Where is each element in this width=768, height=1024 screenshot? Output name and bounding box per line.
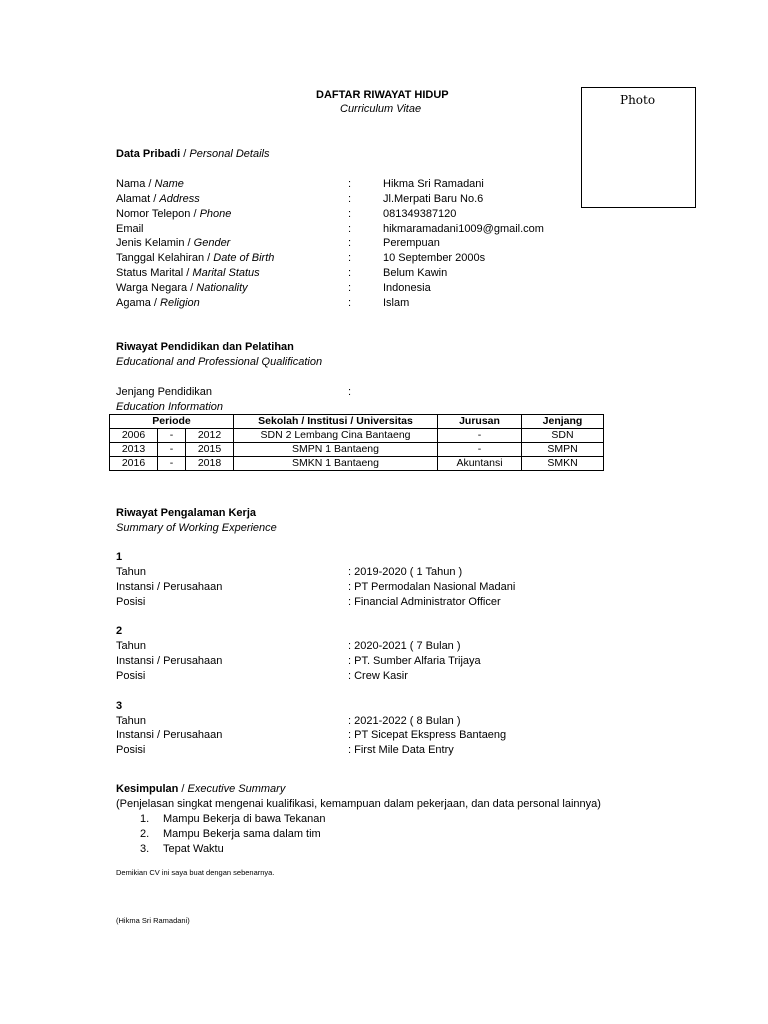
column-header: Jurusan xyxy=(438,415,522,429)
education-heading-en: Educational and Professional Qualification xyxy=(116,356,323,368)
experience-year-value: : 2019-2020 ( 1 Tahun ) xyxy=(348,566,463,578)
school-name: SMKN 1 Bantaeng xyxy=(234,457,438,471)
level: SMPN xyxy=(522,443,604,457)
experience-heading: Riwayat Pengalaman Kerja xyxy=(116,507,257,519)
photo-label: Photo xyxy=(620,93,656,107)
experience-position-value: : Financial Administrator Officer xyxy=(348,596,501,608)
period-start: 2006 xyxy=(110,429,158,443)
field-colon: : xyxy=(348,297,352,309)
experience-position-value: : First Mile Data Entry xyxy=(348,744,454,756)
period-start: 2013 xyxy=(110,443,158,457)
major: - xyxy=(438,443,522,457)
column-header: Jenjang xyxy=(522,415,604,429)
major: Akuntansi xyxy=(438,457,522,471)
education-level-colon: : xyxy=(348,386,352,398)
summary-description: (Penjelasan singkat mengenai kualifikasi, kemampuan dalam pekerjaan, dan data personal lainnya) xyxy=(116,798,601,810)
field-label-marital: Status Marital / Marital Status xyxy=(116,267,260,279)
personal-heading-id: Data Pribadi xyxy=(116,148,181,160)
period-start: 2016 xyxy=(110,457,158,471)
field-label-birth: Tanggal Kelahiran / Date of Birth xyxy=(116,252,275,264)
field-value-address: Jl.Merpati Baru No.6 xyxy=(383,193,484,205)
experience-position-label: Posisi xyxy=(116,596,146,608)
field-label-phone: Nomor Telepon / Phone xyxy=(116,208,232,220)
experience-company-value: : PT. Sumber Alfaria Trijaya xyxy=(348,655,481,667)
experience-year-label: Tahun xyxy=(116,566,146,578)
list-number: 1. xyxy=(140,813,150,825)
experience-number: 1 xyxy=(116,551,123,563)
field-label-nationality: Warga Negara / Nationality xyxy=(116,282,248,294)
period-separator: - xyxy=(158,429,186,443)
field-colon: : xyxy=(348,223,352,235)
experience-year-label: Tahun xyxy=(116,640,146,652)
level: SMKN xyxy=(522,457,604,471)
field-label-address: Alamat / Address xyxy=(116,193,200,205)
education-table xyxy=(109,414,604,471)
experience-number: 3 xyxy=(116,700,123,712)
list-text: Mampu Bekerja di bawa Tekanan xyxy=(163,813,326,825)
experience-year-value: : 2020-2021 ( 7 Bulan ) xyxy=(348,640,461,652)
level: SDN xyxy=(522,429,604,443)
experience-company-value: : PT Permodalan Nasional Madani xyxy=(348,581,516,593)
summary-heading: Kesimpulan / Executive Summary xyxy=(116,783,286,795)
table-row xyxy=(110,457,604,471)
summary-heading-id: Kesimpulan xyxy=(116,783,179,795)
field-value-marital: Belum Kawin xyxy=(383,267,448,279)
experience-company-label: Instansi / Perusahaan xyxy=(116,655,223,667)
experience-year-label: Tahun xyxy=(116,715,146,727)
education-level-label: Jenjang Pendidikan xyxy=(116,386,213,398)
experience-company-value: : PT Sicepat Ekspress Bantaeng xyxy=(348,729,507,741)
list-text: Mampu Bekerja sama dalam tim xyxy=(163,828,321,840)
field-value-birth: 10 September 2000s xyxy=(383,252,486,264)
field-colon: : xyxy=(348,193,352,205)
column-header: Sekolah / Institusi / Universitas xyxy=(234,415,438,429)
document-title: DAFTAR RIWAYAT HIDUP xyxy=(316,89,449,101)
list-number: 3. xyxy=(140,843,150,855)
experience-year-value: : 2021-2022 ( 8 Bulan ) xyxy=(348,715,461,727)
closing-statement: Demikian CV ini saya buat dengan sebenarnya. xyxy=(116,868,275,877)
field-label-name: Nama / Name xyxy=(116,178,184,190)
school-name: SDN 2 Lembang Cina Bantaeng xyxy=(234,429,438,443)
field-label-email: Email xyxy=(116,223,144,235)
table-header-row xyxy=(110,415,604,429)
list-text: Tepat Waktu xyxy=(163,843,224,855)
document-subtitle: Curriculum Vitae xyxy=(340,103,422,115)
school-name: SMPN 1 Bantaeng xyxy=(234,443,438,457)
education-info-label: Education Information xyxy=(116,401,224,413)
experience-company-label: Instansi / Perusahaan xyxy=(116,581,223,593)
field-colon: : xyxy=(348,237,352,249)
period-end: 2018 xyxy=(186,457,234,471)
experience-position-label: Posisi xyxy=(116,744,146,756)
experience-heading-en: Summary of Working Experience xyxy=(116,522,277,534)
table-row xyxy=(110,443,604,457)
education-heading: Riwayat Pendidikan dan Pelatihan xyxy=(116,341,294,353)
column-header: Periode xyxy=(110,415,234,429)
experience-position-value: : Crew Kasir xyxy=(348,670,408,682)
field-value-name: Hikma Sri Ramadani xyxy=(383,178,484,190)
signature-name: (Hikma Sri Ramadani) xyxy=(116,916,190,925)
period-separator: - xyxy=(158,443,186,457)
summary-heading-en: Executive Summary xyxy=(187,783,286,795)
field-colon: : xyxy=(348,282,352,294)
period-end: 2012 xyxy=(186,429,234,443)
field-value-religion: Islam xyxy=(383,297,410,309)
period-end: 2015 xyxy=(186,443,234,457)
field-value-email: hikmaramadani1009@gmail.com xyxy=(383,223,544,235)
experience-number: 2 xyxy=(116,625,123,637)
table-row xyxy=(110,429,604,443)
field-colon: : xyxy=(348,178,352,190)
major: - xyxy=(438,429,522,443)
list-number: 2. xyxy=(140,828,150,840)
period-separator: - xyxy=(158,457,186,471)
field-value-gender: Perempuan xyxy=(383,237,440,249)
field-colon: : xyxy=(348,252,352,264)
personal-heading: Data Pribadi / Personal Details xyxy=(116,148,270,160)
field-label-gender: Jenis Kelamin / Gender xyxy=(116,237,231,249)
field-colon: : xyxy=(348,208,352,220)
experience-position-label: Posisi xyxy=(116,670,146,682)
field-value-phone: 081349387120 xyxy=(383,208,457,220)
field-colon: : xyxy=(348,267,352,279)
field-label-religion: Agama / Religion xyxy=(116,297,200,309)
experience-company-label: Instansi / Perusahaan xyxy=(116,729,223,741)
field-value-nationality: Indonesia xyxy=(383,282,431,294)
photo-placeholder xyxy=(581,87,696,208)
personal-heading-en: Personal Details xyxy=(189,148,270,160)
